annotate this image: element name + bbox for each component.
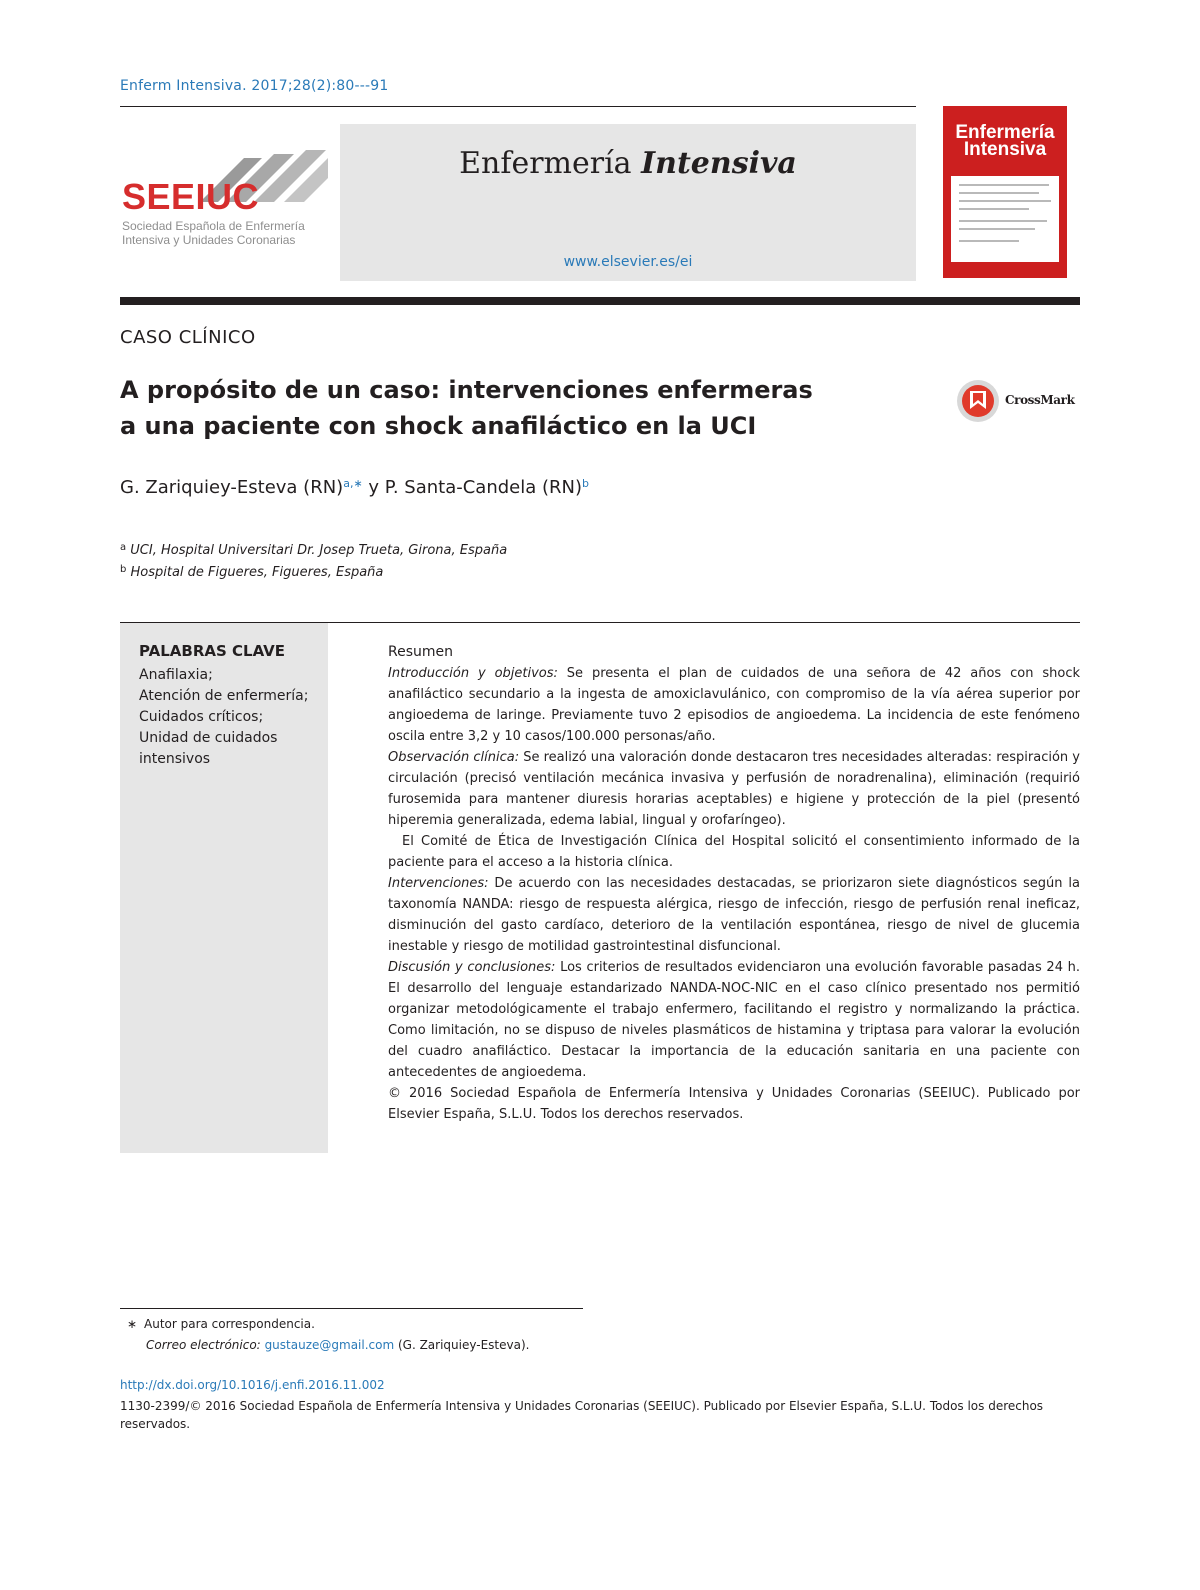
abstract-paragraph	[388, 747, 1080, 831]
keyword-item: Cuidados críticos;	[139, 709, 264, 725]
cover-text-line	[959, 220, 1047, 222]
abstract-heading: Resumen	[388, 644, 454, 660]
article-title	[120, 372, 880, 444]
journal-banner	[340, 124, 916, 281]
abstract-paragraph: El Comité de Ética de Investigación Clínica del Hospital solicitó el consentimiento informado de la paciente para el acceso a la historia clínica.	[388, 834, 1080, 870]
abstract-section-label: Discusión y conclusiones:	[388, 960, 556, 975]
author-email-link[interactable]: gustauze@gmail.com	[264, 1338, 395, 1352]
keyword-item: Unidad de cuidados intensivos	[139, 730, 278, 767]
abstract-section-label: Intervenciones:	[388, 876, 489, 891]
cover-text-line	[959, 240, 1019, 242]
abstract-paragraph	[388, 873, 1080, 957]
section-label: CASO CLÍNICO	[120, 327, 256, 348]
affiliation	[120, 564, 383, 580]
cover-text-line	[959, 200, 1051, 202]
affiliation-mark: a	[120, 542, 127, 553]
keywords-list	[139, 665, 314, 770]
author-conjunction: y	[362, 477, 385, 498]
journal-cover-image	[943, 106, 1067, 278]
affiliation-mark: b	[120, 564, 127, 575]
abstract-paragraph	[388, 663, 1080, 747]
crossmark-icon	[955, 378, 1001, 424]
keywords-panel	[120, 623, 328, 1153]
society-logo	[118, 150, 328, 260]
keyword-item: Anafilaxia;	[139, 667, 213, 683]
abstract-section-text: Los criterios de resultados evidenciaron una evolución favorable pasadas 24 h. El desarrollo del lenguaje estandarizado NANDA-NOC-NIC en el caso clínico presentado nos permitió organizar metodológicamente el trabajo enfermero, facilitando el registro y normalizando la práctica. Como limitación, no se dispuso de niveles plasmáticos de histamina y triptasa para valorar la evolución del cuadro anafiláctico. Destacar la importancia de la educación sanitaria en una paciente con antecedentes de angioedema.	[388, 960, 1080, 1080]
crossmark-label: CrossMark	[1005, 393, 1075, 407]
abstract-section-text: Se presenta el plan de cuidados de una señora de 42 años con shock anafiláctico secundario a la ingesta de amoxiclavulánico, con compromiso de la vía aérea superior por angioedema de laringe. Previamente tuvo 2 episodios de angioedema. La incidencia de este fenómeno oscila entre 3,2 y 10 casos/100.000 personas/año.	[388, 666, 1080, 744]
author-name: P. Santa-Candela (RN)	[384, 477, 582, 498]
cover-text-line	[959, 184, 1049, 186]
journal-name	[340, 146, 916, 181]
cover-text-line	[959, 208, 1029, 210]
cover-text-line	[959, 192, 1039, 194]
abstract-section-text: Se realizó una valoración donde destacaron tres necesidades alteradas: respiración y circulación (precisó ventilación mecánica invasiva y perfusión de noradrenalina), eliminación (requirió furosemida para mantener diuresis horarias aceptables) e higiene y protección de la piel (presentó hiperemia generalizada, edema labial, lingual y orofaríngeo).	[388, 750, 1080, 828]
journal-url-link[interactable]: www.elsevier.es/ei	[563, 254, 693, 270]
journal-citation[interactable]: Enferm Intensiva. 2017;28(2):80---91	[120, 78, 389, 94]
correspondence-footnote	[120, 1314, 529, 1356]
journal-name-regular: Enfermería	[459, 146, 642, 181]
email-label: Correo electrónico:	[146, 1338, 261, 1352]
cover-content-panel	[951, 176, 1059, 262]
abstract-section-label: Observación clínica:	[388, 750, 520, 765]
article-title-line: a una paciente con shock anafiláctico en la UCI	[120, 412, 757, 440]
affiliation-text: Hospital de Figueres, Figueres, España	[130, 565, 384, 580]
affiliation	[120, 542, 507, 558]
keywords-heading: PALABRAS CLAVE	[139, 642, 286, 660]
footnote-divider	[120, 1308, 583, 1309]
email-owner: (G. Zariquiey-Esteva).	[394, 1338, 530, 1352]
abstract-section-text: De acuerdo con las necesidades destacadas, se priorizaron siete diagnósticos según la taxonomía NANDA: riesgo de respuesta alérgica, riesgo de infección, riesgo de perfusión renal ineficaz, disminución del gasto cardíaco, deterioro de la ventilación espontánea, riesgo de nivel de glucemia inestable y riesgo de motilidad gastrointestinal disfuncional.	[388, 876, 1080, 954]
footnote-line	[120, 1314, 529, 1335]
footnote-mark: ∗	[126, 1317, 138, 1331]
doi-link[interactable]: http://dx.doi.org/10.1016/j.enfi.2016.11.002	[120, 1378, 385, 1392]
abstract-copyright: © 2016 Sociedad Española de Enfermería Intensiva y Unidades Coronarias (SEEIUC). Publicado por Elsevier España, S.L.U. Todos los derechos reservados.	[388, 1086, 1080, 1122]
author-list	[120, 477, 589, 498]
affiliation-link[interactable]: b	[582, 477, 589, 490]
header-divider	[120, 106, 916, 107]
footnote-correspondence: Autor para correspondencia.	[144, 1317, 315, 1331]
article-title-line: A propósito de un caso: intervenciones enfermeras	[120, 376, 813, 404]
abstract-section-label: Introducción y objetivos:	[388, 666, 558, 681]
affiliation-text: UCI, Hospital Universitari Dr. Josep Trueta, Girona, España	[130, 543, 508, 558]
abstract	[388, 642, 1080, 1125]
footnote-email-line	[120, 1335, 529, 1356]
keyword-item: Atención de enfermería;	[139, 688, 309, 704]
abstract-paragraph	[388, 957, 1080, 1083]
crossmark-button[interactable]	[955, 378, 1085, 422]
cover-title: Enfermería Intensiva	[955, 122, 1055, 160]
journal-name-italic: Intensiva	[641, 146, 797, 181]
header-thick-rule	[120, 297, 1080, 305]
society-name: Sociedad Española de Enfermería Intensiva y Unidades Coronarias	[122, 219, 305, 247]
cover-text-line	[959, 228, 1035, 230]
affiliation-link[interactable]: a,∗	[343, 477, 363, 490]
society-acronym: SEEIUC	[122, 176, 260, 217]
footer-copyright: 1130-2399/© 2016 Sociedad Española de Enfermería Intensiva y Unidades Coronarias (SEEIUC). Publicado por Elsevier España, S.L.U. Todos los derechos reservados.	[120, 1399, 1044, 1431]
author-name: G. Zariquiey-Esteva (RN)	[120, 477, 344, 498]
